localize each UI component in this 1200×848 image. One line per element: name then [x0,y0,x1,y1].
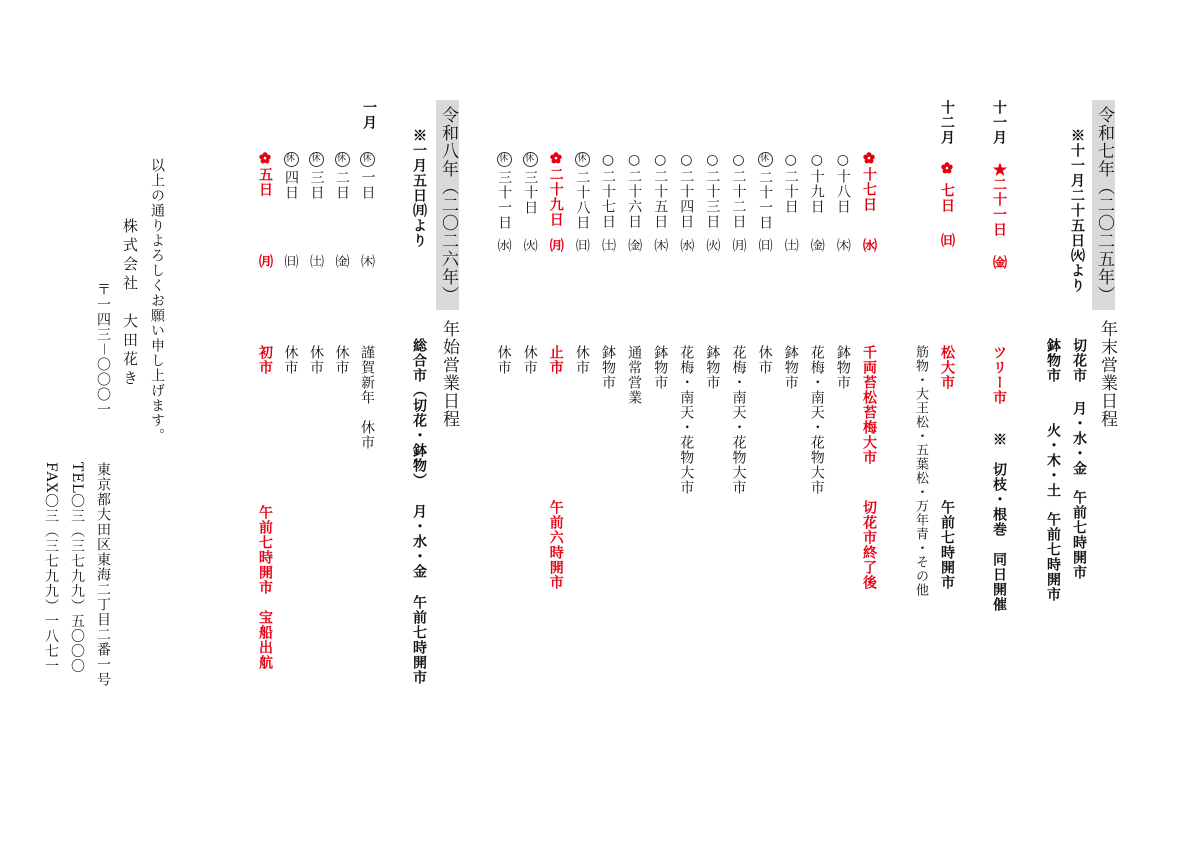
december-event: 松大市 [939,345,955,390]
january-schedule-dow: ㈭ [359,254,375,269]
open-mark-icon: ○ [782,152,799,169]
november-day [992,162,1006,270]
open-mark-icon: ○ [626,152,643,169]
holiday-mark-icon: 休 [309,152,324,167]
plum-blossom-icon [259,152,271,164]
december-schedule-day: 二十日 [782,169,799,214]
december-schedule-event: 花梅・南天・花物大市 [678,345,695,495]
january-schedule-event: 休市 [282,345,299,375]
january-schedule-day: 一日 [359,170,376,200]
holiday-mark-icon: 休 [335,152,350,167]
december-schedule-dow: ㈰ [573,238,590,253]
holiday-mark-icon: 休 [758,152,773,167]
kiribana-line [1072,338,1086,580]
december-schedule-dow: ㈰ [756,238,773,253]
december-schedule-row [679,152,693,229]
december-schedule-dow: ㈫ [704,238,721,253]
kiribana-time: 午前七時開市 [1071,489,1087,580]
january-schedule-day: 三日 [308,170,325,200]
december-day [940,162,954,248]
december-schedule-dow: ㈪ [730,238,747,253]
december-schedule-day: 二十九日 [547,167,564,227]
december-schedule-row [523,152,538,215]
kiribana-label: 切花市 [1071,338,1087,383]
january-schedule-dow: ㈮ [333,254,350,269]
december-schedule-dow: ㈯ [600,238,616,253]
december-schedule-event: 鉢物市 [652,345,669,390]
january-schedule-row [335,152,350,200]
open-mark-icon: ○ [678,152,695,169]
december-schedule-dow: ㈭ [652,238,669,253]
december-schedule-dow: ㈬ [495,238,512,253]
december-schedule-day: 二十五日 [652,169,669,229]
plum-blossom-icon [941,162,953,174]
january-schedule-event: 休市 [333,345,350,375]
december-schedule-row [549,152,563,227]
december-schedule-row [784,152,798,214]
december-schedule-dow: ㈫ [521,238,538,253]
january-schedule-day: 二日 [334,170,350,200]
december-schedule-event: 休市 [573,345,590,375]
combined-days: 月・水・金 [411,503,427,579]
december-schedule-dow: ㈬ [861,238,877,253]
hachimono-days: 火・木・土 [1045,422,1061,498]
plum-blossom-icon [863,152,875,164]
december-schedule-event: 鉢物市 [704,345,721,390]
year-end-title: 年末営業日程 [1097,320,1117,428]
december-schedule-day: 二十二日 [730,169,747,229]
november-month: 十一月 [991,100,1007,145]
postal-code: 〒一四三－〇〇〇一 [95,282,111,417]
open-mark-icon: ○ [652,152,669,169]
december-time: 午前七時開市 [939,500,955,590]
december-schedule-day: 三十日 [522,170,539,215]
open-mark-icon: ○ [834,152,851,169]
december-schedule-day: 二十七日 [600,169,616,229]
january-schedule-event: 謹賀新年 [359,345,375,405]
era-title-r7: 令和七年（二〇二五年） [1092,100,1115,310]
address: 東京都大田区東海二丁目二番一号 [95,462,111,687]
december-month: 十二月 [939,100,955,145]
open-mark-icon: ○ [808,152,825,169]
open-mark-icon: ○ [600,152,616,169]
hachimono-time: 午前七時開市 [1045,511,1061,602]
holiday-mark-icon: 休 [360,152,375,167]
december-schedule-row [601,152,615,229]
december-schedule-day: 二十三日 [704,169,721,229]
open-mark-icon: ○ [730,152,747,169]
december-schedule-row [862,152,876,212]
december-day-label: 七日 [939,182,955,213]
closing-message: 以上の通りよろしくお願い申し上げます。 [149,158,165,443]
december-schedule-event: 花梅・南天・花物大市 [730,345,747,495]
new-year-title: 年始営業日程 [439,320,459,428]
december-schedule-day: 二十八日 [574,170,591,230]
january-schedule-row [309,152,324,200]
november-event: ツリー市 [991,345,1007,405]
november-dow: ㈮ [991,254,1007,270]
december-schedule-row [497,152,512,230]
combined-line [412,338,426,685]
december-schedule-event: 止市 [547,345,564,375]
december-schedule-event: 休市 [521,345,538,375]
holiday-mark-icon: 休 [284,152,299,167]
holiday-mark-icon: 休 [497,152,512,167]
fax: FAX〇三（三七九九）一八七一 [43,462,59,674]
december-schedule-dow: ㈪ [547,238,564,253]
december-schedule-event: 花梅・南天・花物大市 [808,345,825,495]
january-schedule-event: 初市 [257,345,273,375]
december-schedule-row [705,152,719,229]
january-schedule-dow: ㈪ [257,254,273,269]
december-schedule-dow: ㈭ [834,238,851,253]
december-dow: ㈰ [939,232,955,248]
december-schedule-dow: ㈯ [782,238,799,253]
december-schedule-event: 千両苔松苔梅大市 [861,345,877,465]
december-schedule-event: 通常営業 [626,345,643,405]
december-schedule-day: 三十一日 [496,170,513,230]
december-schedule-day: 二十六日 [626,169,643,229]
r7-start-note: ※十一月二十五日㈫より [1069,128,1085,293]
phone: TEL〇三（三七九九）五〇〇〇 [69,462,85,674]
january-schedule-dow: ㈯ [308,254,324,269]
december-schedule-day: 十九日 [808,169,825,214]
january-schedule-row [284,152,299,200]
december-schedule-dow: ㈬ [678,238,695,253]
january-schedule-day: 五日 [257,167,273,197]
plum-blossom-icon [550,152,562,164]
december-schedule-event: 鉢物市 [782,345,799,390]
december-schedule-row [627,152,641,229]
december-schedule-day: 十八日 [834,169,851,214]
january-schedule-event: 休市 [308,345,324,375]
november-note: ※ 切枝・根巻 同日開催 [991,432,1007,612]
december-schedule-row [732,152,746,229]
december-schedule-day: 二十一日 [757,170,774,230]
december-schedule-event: 休市 [495,345,512,375]
combined-label: 総合市（切花・鉢物） [411,338,427,488]
january-schedule-row [258,152,272,197]
december-items: 筋物・大王松・五葉松・万年青・その他 [913,345,928,597]
january-schedule-dow: ㈰ [282,254,299,269]
december-schedule-event: 休市 [756,345,773,375]
december-schedule-time: 切花市終了後 [861,500,877,590]
hachimono-line [1046,338,1060,602]
era-title-r8: 令和八年（二〇二六年） [436,100,459,310]
december-schedule-day: 二十四日 [678,169,695,229]
january-month: 一月 [361,100,377,130]
december-schedule-row [575,152,590,230]
december-schedule-event: 鉢物市 [600,345,616,390]
january-schedule-day: 四日 [283,170,299,200]
r8-start-note: ※一月五日㈪より [411,128,427,248]
december-schedule-row [653,152,667,229]
december-schedule-row [810,152,824,214]
holiday-mark-icon: 休 [575,152,590,167]
january-schedule-time: 午前七時開市 宝船出航 [257,505,273,670]
november-day-label: ★二十一日 [991,162,1007,237]
december-schedule-day: 十七日 [861,167,877,212]
hachimono-label: 鉢物市 [1045,338,1061,383]
holiday-mark-icon: 休 [523,152,538,167]
combined-time: 午前七時開市 [411,594,427,685]
december-schedule-dow: ㈮ [626,238,643,253]
december-schedule-row [836,152,850,214]
open-mark-icon: ○ [704,152,721,169]
december-schedule-time: 午前六時開市 [547,500,564,590]
company-name: 株式会社 大田花き [121,218,139,389]
december-schedule-dow: ㈮ [808,238,825,253]
january-schedule-extra: 休市 [359,420,375,450]
december-schedule-event: 鉢物市 [834,345,851,390]
december-schedule-row [758,152,773,230]
january-schedule-row [360,152,375,200]
kiribana-days: 月・水・金 [1071,400,1087,476]
